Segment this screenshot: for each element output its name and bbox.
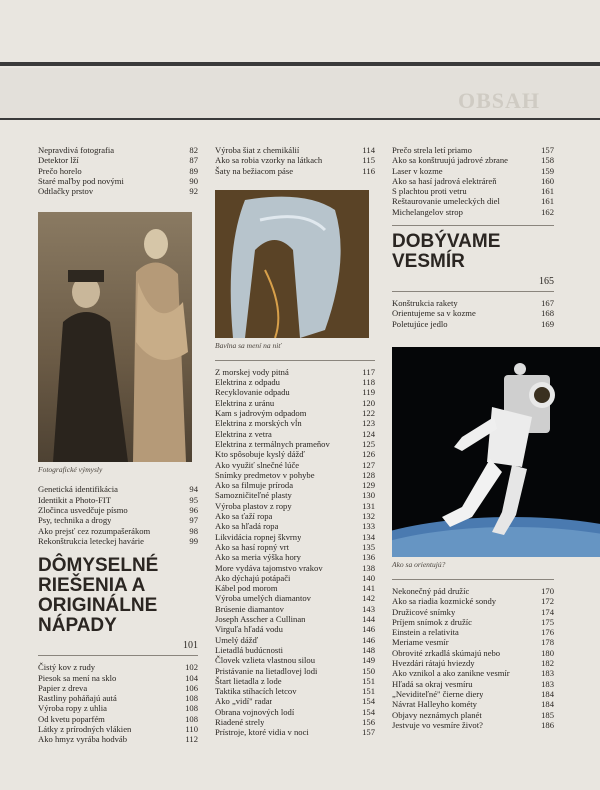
section-page-number: 101 xyxy=(183,640,198,652)
toc-entry-page: 157 xyxy=(541,145,554,155)
toc-entry-page: 184 xyxy=(541,688,554,699)
toc-entry-title: Prístroje, ktoré vidia v noci xyxy=(215,727,309,738)
toc-entry-page: 143 xyxy=(362,603,375,614)
toc-entry-title: Objavy neznámych planét xyxy=(392,709,482,720)
toc-entry-page: 142 xyxy=(362,593,375,604)
toc-entry-page: 154 xyxy=(362,706,375,717)
toc-entry xyxy=(215,460,375,470)
toc-entry-page: 146 xyxy=(362,634,375,645)
toc-entry-page: 120 xyxy=(362,397,375,408)
toc-entry-title: Kto spôsobuje kyslý dážď xyxy=(215,449,305,460)
toc-entry xyxy=(215,645,375,655)
toc-entry-page: 115 xyxy=(362,155,375,166)
toc-entry-title: Staré maľby pod novými xyxy=(38,175,124,186)
fiber-illustration xyxy=(215,190,369,338)
toc-entry-page: 130 xyxy=(362,490,375,501)
toc-entry-title: Likvidácia ropnej škvrny xyxy=(215,531,302,542)
toc-entry-title: Psy, technika a drogy xyxy=(38,515,112,526)
toc-entry xyxy=(215,377,375,387)
toc-entry-title: Od kvetu poparfém xyxy=(38,713,105,724)
toc-entry xyxy=(38,495,198,505)
toc-entry-page: 174 xyxy=(541,606,554,617)
toc-entry xyxy=(215,480,375,490)
toc-entry xyxy=(215,398,375,408)
toc-entry xyxy=(215,532,375,542)
toc-entry xyxy=(215,655,375,665)
toc-entry-page: 97 xyxy=(189,515,198,526)
toc-entry xyxy=(215,604,375,614)
toc-entry-page: 119 xyxy=(362,387,375,398)
toc-entry-page: 112 xyxy=(185,734,198,745)
toc-entry-title: Elektrina z odpadu xyxy=(215,377,280,388)
toc-entry-page: 162 xyxy=(541,206,554,217)
toc-entry-page: 158 xyxy=(541,155,554,166)
toc-entry-page: 154 xyxy=(362,696,375,707)
toc-entry-page: 89 xyxy=(189,165,198,176)
toc-entry-title: Piesok sa mení na sklo xyxy=(38,672,117,683)
toc-entry xyxy=(215,387,375,397)
toc-entry xyxy=(38,515,198,525)
toc-entry-title: Výroba ropy z uhlia xyxy=(38,703,107,714)
toc-entry xyxy=(38,526,198,536)
toc-entry xyxy=(215,490,375,500)
toc-entry-title: Ako dýchajú potápači xyxy=(215,572,291,583)
toc-entry-title: Joseph Asscher a Cullinan xyxy=(215,614,306,625)
toc-entry xyxy=(392,155,554,165)
toc-entry-page: 161 xyxy=(541,186,554,197)
toc-entry xyxy=(38,724,198,734)
toc-entry-title: Orientujeme sa v kozme xyxy=(392,308,476,319)
toc-entry-title: Einstein a relativita xyxy=(392,627,459,638)
toc-entry-title: Konštrukcia rakety xyxy=(392,298,458,309)
toc-entry xyxy=(38,145,198,155)
divider xyxy=(392,225,554,226)
toc-entry xyxy=(392,176,554,186)
toc-entry xyxy=(392,658,554,668)
toc-entry-title: Človek vzlieta vlastnou silou xyxy=(215,655,316,666)
toc-entry-title: Lietadlá budúcnosti xyxy=(215,644,284,655)
toc-entry-page: 110 xyxy=(185,724,198,735)
toc-entry-title: Kam s jadrovým odpadom xyxy=(215,408,307,419)
toc-entry-title: Ako sa filmuje príroda xyxy=(215,480,294,491)
column-2 xyxy=(215,145,375,738)
toc-entry xyxy=(38,693,198,703)
column-3 xyxy=(392,145,554,730)
toc-list xyxy=(392,586,554,730)
toc-entry xyxy=(215,542,375,552)
toc-entry-page: 128 xyxy=(362,469,375,480)
toc-entry xyxy=(38,186,198,196)
toc-entry xyxy=(38,176,198,186)
toc-entry-page: 135 xyxy=(362,541,375,552)
toc-entry-page: 182 xyxy=(541,658,554,669)
toc-list xyxy=(392,145,554,217)
toc-entry-page: 118 xyxy=(362,377,375,388)
toc-entry xyxy=(392,586,554,596)
toc-entry xyxy=(392,298,554,308)
toc-entry-page: 104 xyxy=(185,672,198,683)
toc-entry-page: 106 xyxy=(185,682,198,693)
toc-entry-page: 99 xyxy=(189,535,198,546)
toc-entry-page: 150 xyxy=(362,665,375,676)
toc-entry xyxy=(215,573,375,583)
toc-entry-title: Elektrina z termálnych prameňov xyxy=(215,438,330,449)
toc-entry-page: 136 xyxy=(362,552,375,563)
toc-entry xyxy=(215,717,375,727)
toc-entry xyxy=(38,155,198,165)
toc-entry-page: 114 xyxy=(362,145,375,155)
toc-entry xyxy=(215,408,375,418)
toc-entry-title: Jestvuje vo vesmíre život? xyxy=(392,719,483,730)
toc-entry-page: 123 xyxy=(362,418,375,429)
toc-entry xyxy=(215,429,375,439)
toc-entry-page: 180 xyxy=(541,647,554,658)
toc-entry xyxy=(392,166,554,176)
toc-entry-page: 90 xyxy=(189,175,198,186)
toc-entry xyxy=(392,699,554,709)
toc-entry-page: 108 xyxy=(185,693,198,704)
toc-entry-title: Elektrina z vetra xyxy=(215,428,272,439)
toc-entry xyxy=(392,617,554,627)
toc-list xyxy=(215,367,375,738)
toc-entry-page: 102 xyxy=(185,662,198,673)
toc-entry xyxy=(392,196,554,206)
toc-entry-page: 96 xyxy=(189,505,198,516)
toc-list xyxy=(38,484,198,546)
toc-entry-title: Meriame vesmír xyxy=(392,637,449,648)
toc-entry-page: 167 xyxy=(541,298,554,309)
toc-entry-title: Ako sa meria výška hory xyxy=(215,552,301,563)
toc-entry-page: 117 xyxy=(362,366,375,377)
toc-entry xyxy=(38,166,198,176)
toc-entry-title: Samozničiteľné plasty xyxy=(215,490,292,501)
toc-entry-title: Ako sa hľadá ropa xyxy=(215,521,279,532)
toc-entry-title: Michelangelov strop xyxy=(392,206,463,217)
toc-entry-page: 176 xyxy=(541,627,554,638)
toc-entry-page: 94 xyxy=(189,484,198,495)
toc-entry-page: 125 xyxy=(362,438,375,449)
toc-entry-title: Rastliny poháňajú autá xyxy=(38,693,117,704)
toc-entry xyxy=(392,186,554,196)
toc-entry-page: 138 xyxy=(362,562,375,573)
toc-entry xyxy=(215,707,375,717)
toc-entry xyxy=(215,593,375,603)
divider xyxy=(38,655,198,656)
toc-entry-title: Virguľa hľadá vodu xyxy=(215,624,283,635)
toc-list xyxy=(215,145,375,176)
toc-entry xyxy=(215,166,375,176)
toc-entry xyxy=(38,673,198,683)
toc-entry-page: 87 xyxy=(189,155,198,166)
toc-entry-page: 169 xyxy=(541,318,554,329)
toc-entry-page: 133 xyxy=(362,521,375,532)
toc-entry xyxy=(38,683,198,693)
page-header-title: OBSAH xyxy=(458,88,541,113)
toc-entry xyxy=(392,689,554,699)
toc-entry-title: Reštaurovanie umeleckých diel xyxy=(392,196,500,207)
toc-entry-title: Šaty na bežiacom páse xyxy=(215,165,294,176)
toc-entry-title: Taktika stíhacích letcov xyxy=(215,686,297,697)
toc-entry-title: Ako sa ťaží ropa xyxy=(215,511,273,522)
toc-entry-page: 141 xyxy=(362,583,375,594)
toc-entry-title: Prečo strela letí priamo xyxy=(392,145,472,155)
toc-entry xyxy=(38,714,198,724)
toc-entry-title: Nepravdivá fotografia xyxy=(38,145,115,155)
toc-entry-page: 116 xyxy=(362,165,375,176)
photo-caption: Bavlna sa mení na niť xyxy=(215,340,282,350)
toc-entry xyxy=(215,727,375,737)
toc-entry xyxy=(215,552,375,562)
toc-entry-title: Genetická identifikácia xyxy=(38,484,118,495)
toc-entry xyxy=(38,484,198,494)
toc-entry-title: Čistý kov z rudy xyxy=(38,662,96,673)
toc-entry-page: 183 xyxy=(541,668,554,679)
toc-entry xyxy=(38,703,198,713)
toc-entry xyxy=(392,596,554,606)
toc-entry-title: Ako sa riadia kozmické sondy xyxy=(392,596,497,607)
toc-entry-page: 144 xyxy=(362,614,375,625)
toc-entry-page: 161 xyxy=(541,196,554,207)
toc-entry-title: Hvezdári rátajú hviezdy xyxy=(392,658,475,669)
toc-entry xyxy=(392,607,554,617)
toc-entry xyxy=(392,648,554,658)
toc-entry xyxy=(215,470,375,480)
toc-entry xyxy=(215,449,375,459)
toc-entry-title: Snímky predmetov v pohybe xyxy=(215,469,315,480)
toc-entry-page: 122 xyxy=(362,408,375,419)
header-rule xyxy=(0,118,600,120)
toc-list xyxy=(392,298,554,329)
toc-entry xyxy=(215,686,375,696)
photo-caption: Fotografické výmysly xyxy=(38,465,103,475)
toc-entry-page: 124 xyxy=(362,428,375,439)
divider xyxy=(392,579,554,580)
toc-entry-title: Identikit a Photo-FIT xyxy=(38,494,112,505)
toc-entry xyxy=(38,536,198,546)
toc-entry xyxy=(392,679,554,689)
toc-entry-title: Ako sa hasí jadrová elektráreň xyxy=(392,175,497,186)
toc-entry-page: 156 xyxy=(362,716,375,727)
toc-entry-page: 149 xyxy=(362,655,375,666)
toc-entry xyxy=(38,662,198,672)
toc-entry-page: 95 xyxy=(189,494,198,505)
toc-entry-page: 131 xyxy=(362,500,375,511)
toc-entry-title: Hľadá sa okraj vesmíru xyxy=(392,678,473,689)
toc-entry xyxy=(215,635,375,645)
toc-entry-title: Obrovité zrkadlá skúmajú nebo xyxy=(392,647,501,658)
astronaut-photo xyxy=(392,347,600,557)
toc-entry-page: 184 xyxy=(541,699,554,710)
toc-entry-page: 185 xyxy=(541,709,554,720)
toc-entry-page: 178 xyxy=(541,637,554,648)
toc-entry-page: 92 xyxy=(189,186,198,197)
toc-entry xyxy=(215,696,375,706)
toc-entry xyxy=(215,439,375,449)
toc-entry-title: Rekonštrukcia leteckej havárie xyxy=(38,535,144,546)
toc-entry-page: 148 xyxy=(362,644,375,655)
toc-entry-page: 140 xyxy=(362,572,375,583)
toc-entry-title: Ako „vidí" radar xyxy=(215,696,273,707)
divider xyxy=(392,291,554,292)
toc-entry-title: Umelý dážď xyxy=(215,634,259,645)
toc-entry-title: Z morskej vody pitná xyxy=(215,366,289,377)
toc-entry-title: Návrat Halleyho kométy xyxy=(392,699,477,710)
toc-entry-title: Výroba umelých diamantov xyxy=(215,593,311,604)
toc-entry-title: Ako sa robia vzorky na látkach xyxy=(215,155,323,166)
toc-entry-title: Brúsenie diamantov xyxy=(215,603,284,614)
toc-entry-title: Ako využiť slnečné lúče xyxy=(215,459,300,470)
toc-entry-title: Obrana vojnových lodí xyxy=(215,706,295,717)
toc-entry-title: Riadené strely xyxy=(215,716,265,727)
toc-entry xyxy=(215,418,375,428)
toc-entry xyxy=(392,637,554,647)
toc-entry xyxy=(215,583,375,593)
toc-entry-title: Ako sa hasí ropný vrt xyxy=(215,541,289,552)
toc-entry-title: Nekonečný pád družíc xyxy=(392,585,470,596)
toc-entry xyxy=(215,367,375,377)
cotton-fiber-photo xyxy=(215,190,369,338)
toc-entry xyxy=(392,145,554,155)
toc-entry-title: Poletujúce jedlo xyxy=(392,318,448,329)
toc-entry-page: 151 xyxy=(362,686,375,697)
toc-entry-title: Ako prejsť cez rozumpašerákom xyxy=(38,525,151,536)
toc-entry-title: Elektrina z uránu xyxy=(215,397,275,408)
toc-entry xyxy=(392,308,554,318)
toc-entry xyxy=(38,734,198,744)
toc-entry-page: 168 xyxy=(541,308,554,319)
toc-entry-title: Zločinca usvedčuje písmo xyxy=(38,505,128,516)
toc-entry-title: More vydáva tajomstvo vrakov xyxy=(215,562,323,573)
toc-entry xyxy=(215,145,375,155)
toc-entry-title: Výroba šiat z chemikálií xyxy=(215,145,300,155)
column-1 xyxy=(38,145,198,745)
toc-entry-page: 186 xyxy=(541,719,554,730)
toc-entry-title: Ako hmyz vyrába hodváb xyxy=(38,734,128,745)
toc-entry xyxy=(215,676,375,686)
toc-entry xyxy=(392,319,554,329)
toc-entry-title: „Neviditeľné" čierne diery xyxy=(392,688,484,699)
toc-entry-title: Papier z dreva xyxy=(38,682,88,693)
toc-entry xyxy=(392,710,554,720)
top-rule xyxy=(0,62,600,66)
victorian-ladies-photo xyxy=(38,212,192,462)
toc-entry-page: 146 xyxy=(362,624,375,635)
toc-entry xyxy=(215,155,375,165)
toc-entry-title: Ako vznikol a ako zanikne vesmír xyxy=(392,668,510,679)
toc-entry-page: 108 xyxy=(185,703,198,714)
section-page-number: 165 xyxy=(539,276,554,288)
toc-entry xyxy=(392,720,554,730)
toc-entry-page: 108 xyxy=(185,713,198,724)
toc-list xyxy=(38,145,198,196)
toc-entry xyxy=(215,501,375,511)
toc-entry xyxy=(215,521,375,531)
toc-entry-page: 160 xyxy=(541,175,554,186)
toc-entry xyxy=(215,614,375,624)
toc-entry-page: 132 xyxy=(362,511,375,522)
toc-entry-title: Ako sa konštruujú jadrové zbrane xyxy=(392,155,508,166)
portrait-illustration xyxy=(38,212,192,462)
section-title: DÔMYSELNÉ RIEŠENIA A ORIGINÁLNE NÁPADY xyxy=(38,555,159,637)
toc-entry-title: Kábel pod morom xyxy=(215,583,278,594)
toc-entry-page: 82 xyxy=(189,145,198,155)
toc-entry-title: Detektor lží xyxy=(38,155,79,166)
toc-entry-title: Laser v kozme xyxy=(392,165,443,176)
toc-entry-title: Odtlačky prstov xyxy=(38,186,94,197)
toc-entry-title: Recyklovanie odpadu xyxy=(215,387,290,398)
toc-entry xyxy=(392,207,554,217)
toc-entry-page: 134 xyxy=(362,531,375,542)
toc-entry-title: S plachtou proti vetru xyxy=(392,186,467,197)
toc-entry-title: Látky z prírodných vlákien xyxy=(38,724,132,735)
photo-caption: Ako sa orientujú? xyxy=(392,559,446,569)
toc-entry-page: 151 xyxy=(362,675,375,686)
toc-entry-page: 127 xyxy=(362,459,375,470)
toc-entry-page: 159 xyxy=(541,165,554,176)
toc-entry-page: 172 xyxy=(541,596,554,607)
toc-entry-page: 98 xyxy=(189,525,198,536)
toc-entry xyxy=(392,627,554,637)
toc-entry-page: 183 xyxy=(541,678,554,689)
toc-entry-title: Pristávanie na lietadlovej lodi xyxy=(215,665,318,676)
toc-entry-title: Príjem snímok z družíc xyxy=(392,616,472,627)
toc-entry xyxy=(38,505,198,515)
toc-entry-title: Družicové snímky xyxy=(392,606,456,617)
divider xyxy=(215,360,375,361)
toc-entry xyxy=(392,668,554,678)
section-title: DOBÝVAME VESMÍR xyxy=(392,231,501,273)
toc-entry-title: Prečo horelo xyxy=(38,165,82,176)
toc-entry-page: 129 xyxy=(362,480,375,491)
toc-entry-title: Elektrina z morských vĺn xyxy=(215,418,302,429)
toc-entry xyxy=(215,511,375,521)
toc-entry-page: 126 xyxy=(362,449,375,460)
toc-entry xyxy=(215,563,375,573)
toc-entry-page: 170 xyxy=(541,585,554,596)
astronaut-illustration xyxy=(392,347,600,557)
toc-entry xyxy=(215,666,375,676)
toc-entry-title: Výroba plastov z ropy xyxy=(215,500,292,511)
toc-list xyxy=(38,662,198,744)
toc-entry-page: 175 xyxy=(541,616,554,627)
toc-entry-title: Štart lietadla z lode xyxy=(215,675,282,686)
toc-entry xyxy=(215,624,375,634)
toc-entry-page: 157 xyxy=(362,727,375,738)
